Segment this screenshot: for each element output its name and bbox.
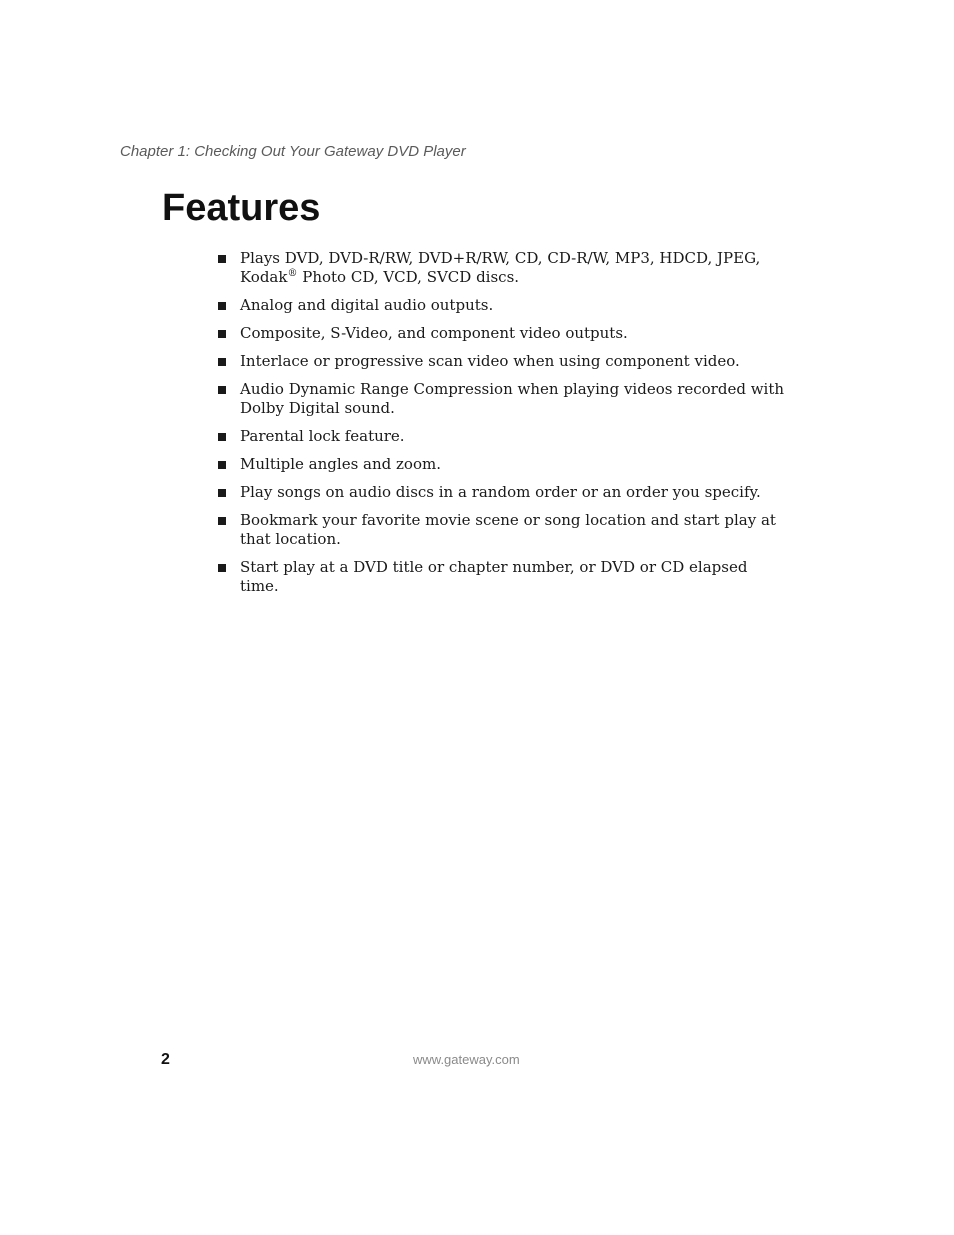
feature-list <box>216 249 786 605</box>
square-bullet-icon <box>218 330 226 338</box>
square-bullet-icon <box>218 302 226 310</box>
list-item <box>216 352 786 371</box>
square-bullet-icon <box>218 255 226 263</box>
square-bullet-icon <box>218 358 226 366</box>
list-item-text: Multiple angles and zoom. <box>240 455 441 473</box>
square-bullet-icon <box>218 517 226 525</box>
list-item <box>216 380 786 418</box>
page-number: 2 <box>161 1051 170 1068</box>
list-item-text: Composite, S-Video, and component video outputs. <box>240 324 628 342</box>
square-bullet-icon <box>218 386 226 394</box>
square-bullet-icon <box>218 433 226 441</box>
square-bullet-icon <box>218 461 226 469</box>
list-item-text: Parental lock feature. <box>240 427 405 445</box>
page-title: Features <box>162 187 321 229</box>
list-item-text: Start play at a DVD title or chapter number, or DVD or CD elapsed time. <box>240 558 748 595</box>
list-item-text: Analog and digital audio outputs. <box>240 296 494 314</box>
list-item-text: Audio Dynamic Range Compression when playing videos recorded with Dolby Digital sound. <box>240 380 785 417</box>
list-item-text: Bookmark your favorite movie scene or song location and start play at that location. <box>240 511 776 548</box>
list-item-text: Interlace or progressive scan video when using component video. <box>240 352 740 370</box>
list-item <box>216 558 786 596</box>
footer-url: www.gateway.com <box>413 1052 520 1067</box>
list-item <box>216 324 786 343</box>
square-bullet-icon <box>218 564 226 572</box>
list-item <box>216 511 786 549</box>
registered-mark: ® <box>287 268 298 279</box>
list-item <box>216 249 786 287</box>
list-item <box>216 427 786 446</box>
list-item-text: Plays DVD, DVD-R/RW, DVD+R/RW, CD, CD-R/W, MP3, HDCD, JPEG, Kodak® Photo CD, VCD, SVCD discs. <box>240 249 761 286</box>
list-item-text: Play songs on audio discs in a random order or an order you specify. <box>240 483 761 501</box>
list-item <box>216 483 786 502</box>
running-header: Chapter 1: Checking Out Your Gateway DVD Player <box>120 143 466 160</box>
list-item <box>216 296 786 315</box>
square-bullet-icon <box>218 489 226 497</box>
list-item <box>216 455 786 474</box>
